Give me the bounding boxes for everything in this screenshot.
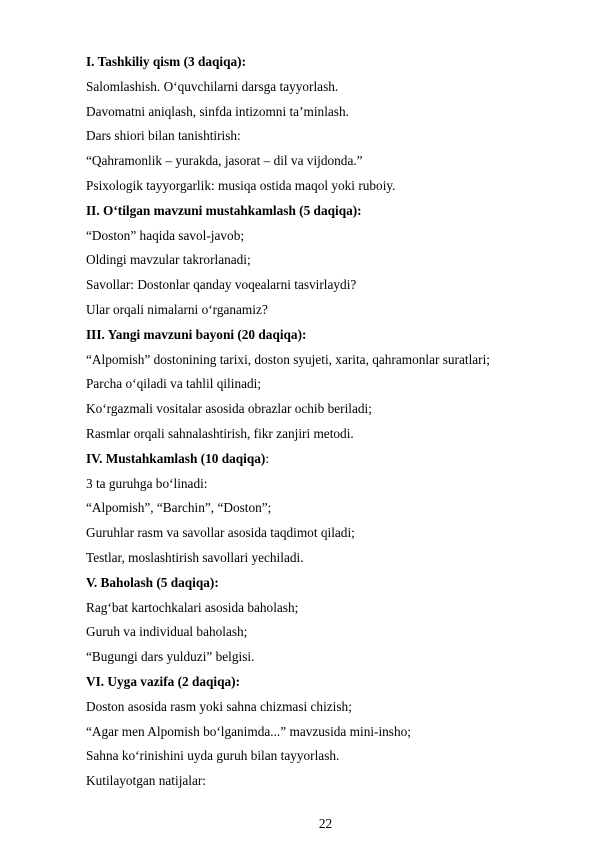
text-line: Dars shiori bilan tanishtirish:: [86, 128, 241, 144]
text-line: Kutilayotgan natijalar:: [86, 773, 207, 789]
text-line: Salomlashish. O‘quvchilarni darsga tayyorlash.: [86, 78, 339, 94]
heading-mustahkamlash: II. O‘tilgan mavzuni mustahkamlash (5 daqiqa):: [86, 202, 362, 218]
heading-tashkiliy-qism: I. Tashkiliy qism (3 daqiqa):: [86, 54, 246, 69]
heading-baholash: V. Baholash (5 daqiqa):: [86, 574, 219, 590]
text-line: 3 ta guruhga bo‘linadi:: [86, 475, 208, 491]
text-line: Psixologik tayyorgarlik: musiqa ostida maqol yoki ruboiy.: [86, 177, 396, 193]
text-line: Rasmlar orqali sahnalashtirish, fikr zanjiri metodi.: [86, 425, 354, 441]
heading-text: IV. Mustahkamlash (10 daqiqa): [86, 450, 266, 466]
text-line: “Bugungi dars yulduzi” belgisi.: [86, 649, 255, 665]
text-line: Guruh va individual baholash;: [86, 624, 248, 640]
text-line: “Alpomish”, “Barchin”, “Doston”;: [86, 500, 272, 516]
text-line: Ular orqali nimalarni o‘rganamiz?: [86, 301, 268, 317]
text-line: Sahna ko‘rinishini uyda guruh bilan tayyorlash.: [86, 748, 340, 764]
heading-uyga-vazifa: VI. Uyga vazifa (2 daqiqa):: [86, 673, 241, 689]
text-line: Savollar: Dostonlar qanday voqealarni tasvirlaydi?: [86, 277, 357, 293]
text-line: “Qahramonlik – yurakda, jasorat – dil va vijdonda.”: [86, 153, 363, 169]
text-line: Rag‘bat kartochkalari asosida baholash;: [86, 599, 299, 615]
heading-colon: :: [265, 450, 270, 466]
text-line: Parcha o‘qiladi va tahlil qilinadi;: [86, 376, 262, 392]
text-line: Guruhlar rasm va savollar asosida taqdimot qiladi;: [86, 525, 355, 541]
heading-mustahkamlash-10: [86, 447, 556, 472]
text-line: “Agar men Alpomish bo‘lganimda...” mavzusida mini-insho;: [86, 723, 411, 739]
text-line: Doston asosida rasm yoki sahna chizmasi chizish;: [86, 698, 352, 714]
heading-yangi-mavzu: III. Yangi mavzuni bayoni (20 daqiqa):: [86, 326, 307, 342]
text-line: “Alpomish” dostonining tarixi, doston syujeti, xarita, qahramonlar suratlari;: [86, 351, 490, 367]
text-line: Oldingi mavzular takrorlanadi;: [86, 252, 251, 268]
page-number: 22: [318, 816, 333, 831]
text-line: Ko‘rgazmali vositalar asosida obrazlar ochib beriladi;: [86, 401, 372, 417]
text-line: “Doston” haqida savol-javob;: [86, 227, 245, 243]
text-line: Testlar, moslashtirish savollari yechiladi.: [86, 549, 304, 565]
text-line: Davomatni aniqlash, sinfda intizomni ta’minlash.: [86, 103, 349, 119]
page-content: [86, 50, 556, 794]
